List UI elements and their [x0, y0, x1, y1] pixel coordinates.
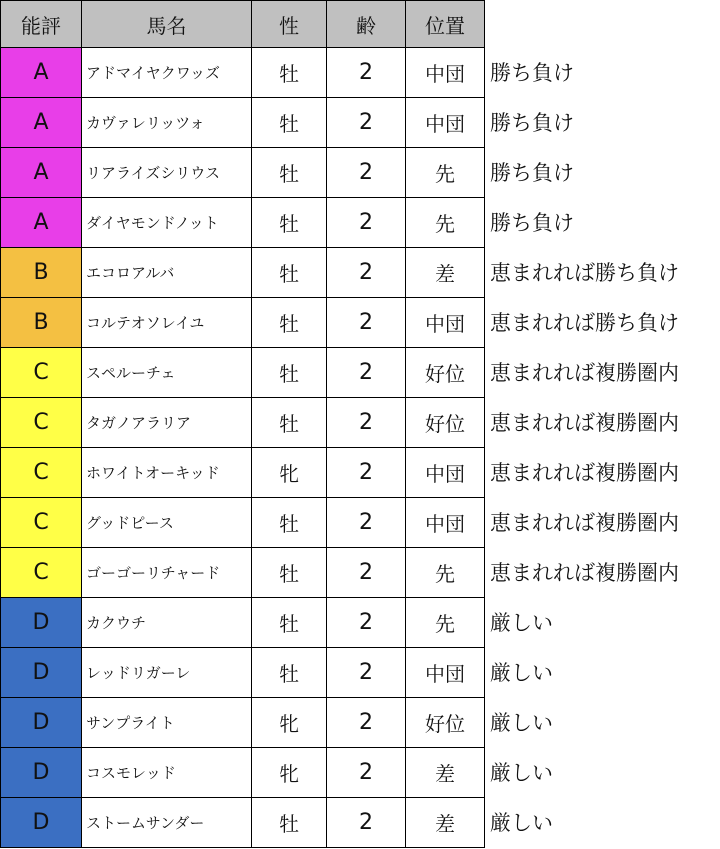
assessment-note: 厳しい: [490, 611, 553, 635]
sex-cell: 牡: [252, 648, 327, 698]
age-cell: 2: [327, 748, 406, 798]
grade-cell: B: [1, 248, 82, 298]
position-cell: 中団: [406, 648, 485, 698]
table-row: [1, 398, 485, 448]
assessment-note: 恵まれれば複勝圏内: [490, 511, 679, 535]
age-cell: 2: [327, 298, 406, 348]
sex-cell: 牝: [252, 448, 327, 498]
assessment-note: 恵まれれば勝ち負け: [490, 261, 679, 285]
sex-cell: 牡: [252, 298, 327, 348]
grade-cell: B: [1, 298, 82, 348]
position-cell: 好位: [406, 398, 485, 448]
assessment-note: 恵まれれば複勝圏内: [490, 411, 679, 435]
assessment-note: 厳しい: [490, 761, 553, 785]
table-row: [1, 48, 485, 98]
table-row: [1, 598, 485, 648]
horse-name-cell: リアライズシリウス: [82, 148, 252, 198]
sex-cell: 牡: [252, 498, 327, 548]
sex-cell: 牡: [252, 348, 327, 398]
horse-name-cell: カクウチ: [82, 598, 252, 648]
position-cell: 先: [406, 548, 485, 598]
position-cell: 差: [406, 748, 485, 798]
horse-name-cell: ダイヤモンドノット: [82, 198, 252, 248]
age-cell: 2: [327, 498, 406, 548]
horse-name-cell: カヴァレリッツォ: [82, 98, 252, 148]
grade-cell: D: [1, 798, 82, 848]
position-cell: 差: [406, 798, 485, 848]
sex-cell: 牡: [252, 148, 327, 198]
sex-cell: 牝: [252, 698, 327, 748]
table-row: [1, 348, 485, 398]
header-name: 馬名: [82, 1, 252, 48]
assessment-note: 厳しい: [490, 811, 553, 835]
position-cell: 好位: [406, 348, 485, 398]
sex-cell: 牡: [252, 48, 327, 98]
sex-cell: 牡: [252, 198, 327, 248]
age-cell: 2: [327, 98, 406, 148]
grade-cell: A: [1, 48, 82, 98]
grade-cell: A: [1, 148, 82, 198]
sex-cell: 牡: [252, 248, 327, 298]
horse-name-cell: グッドピース: [82, 498, 252, 548]
assessment-note: 恵まれれば複勝圏内: [490, 461, 679, 485]
assessment-note: 勝ち負け: [490, 211, 574, 235]
table-row: [1, 248, 485, 298]
age-cell: 2: [327, 48, 406, 98]
age-cell: 2: [327, 248, 406, 298]
position-cell: 中団: [406, 448, 485, 498]
assessment-note: 厳しい: [490, 711, 553, 735]
age-cell: 2: [327, 348, 406, 398]
horse-name-cell: タガノアラリア: [82, 398, 252, 448]
position-cell: 中団: [406, 48, 485, 98]
position-cell: 先: [406, 148, 485, 198]
grade-cell: D: [1, 598, 82, 648]
table-row: [1, 748, 485, 798]
sex-cell: 牡: [252, 398, 327, 448]
sex-cell: 牡: [252, 98, 327, 148]
table-row: [1, 648, 485, 698]
assessment-note: 厳しい: [490, 661, 553, 685]
table-row: [1, 98, 485, 148]
assessment-note: 恵まれれば複勝圏内: [490, 561, 679, 585]
position-cell: 先: [406, 198, 485, 248]
age-cell: 2: [327, 698, 406, 748]
age-cell: 2: [327, 598, 406, 648]
header-position: 位置: [406, 1, 485, 48]
sex-cell: 牝: [252, 748, 327, 798]
horse-name-cell: アドマイヤクワッズ: [82, 48, 252, 98]
header-row: [1, 1, 485, 48]
horse-name-cell: エコロアルバ: [82, 248, 252, 298]
assessment-note: 勝ち負け: [490, 61, 574, 85]
horse-name-cell: サンプライト: [82, 698, 252, 748]
sex-cell: 牡: [252, 798, 327, 848]
age-cell: 2: [327, 148, 406, 198]
table-row: [1, 148, 485, 198]
horse-name-cell: レッドリガーレ: [82, 648, 252, 698]
horse-name-cell: ストームサンダー: [82, 798, 252, 848]
grade-cell: D: [1, 748, 82, 798]
grade-cell: A: [1, 98, 82, 148]
table-row: [1, 548, 485, 598]
sex-cell: 牡: [252, 548, 327, 598]
horse-name-cell: コスモレッド: [82, 748, 252, 798]
position-cell: 中団: [406, 98, 485, 148]
header-age: 齢: [327, 1, 406, 48]
header-sex: 性: [252, 1, 327, 48]
grade-cell: C: [1, 448, 82, 498]
grade-cell: C: [1, 348, 82, 398]
position-cell: 好位: [406, 698, 485, 748]
age-cell: 2: [327, 398, 406, 448]
grade-cell: A: [1, 198, 82, 248]
table-body: [1, 48, 485, 848]
assessment-note: 恵まれれば複勝圏内: [490, 361, 679, 385]
age-cell: 2: [327, 648, 406, 698]
position-cell: 中団: [406, 298, 485, 348]
sex-cell: 牡: [252, 598, 327, 648]
horse-name-cell: スペルーチェ: [82, 348, 252, 398]
age-cell: 2: [327, 198, 406, 248]
age-cell: 2: [327, 548, 406, 598]
position-cell: 中団: [406, 498, 485, 548]
grade-cell: C: [1, 548, 82, 598]
assessment-note: 勝ち負け: [490, 161, 574, 185]
grade-cell: D: [1, 698, 82, 748]
table-row: [1, 798, 485, 848]
position-cell: 先: [406, 598, 485, 648]
grade-cell: C: [1, 398, 82, 448]
table-row: [1, 448, 485, 498]
assessment-note: 勝ち負け: [490, 111, 574, 135]
table-row: [1, 498, 485, 548]
horse-name-cell: ゴーゴーリチャード: [82, 548, 252, 598]
position-cell: 差: [406, 248, 485, 298]
age-cell: 2: [327, 448, 406, 498]
table-row: [1, 698, 485, 748]
table-row: [1, 298, 485, 348]
assessment-note: 恵まれれば勝ち負け: [490, 311, 679, 335]
table-row: [1, 198, 485, 248]
grade-cell: D: [1, 648, 82, 698]
horse-name-cell: ホワイトオーキッド: [82, 448, 252, 498]
grade-cell: C: [1, 498, 82, 548]
header-grade: 能評: [1, 1, 82, 48]
horse-name-cell: コルテオソレイユ: [82, 298, 252, 348]
age-cell: 2: [327, 798, 406, 848]
notes-column: [490, 48, 679, 848]
